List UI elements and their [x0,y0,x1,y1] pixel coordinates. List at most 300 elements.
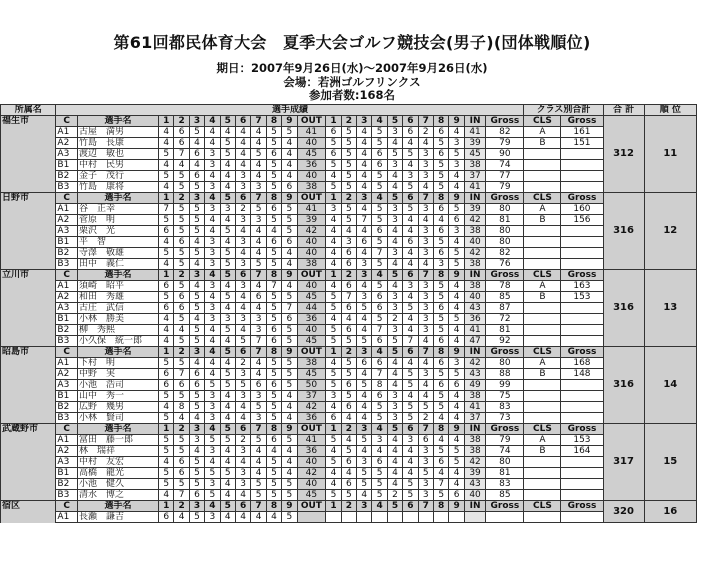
hole-score: 2 [387,490,402,501]
hole-score: 3 [418,248,433,259]
results-table [0,104,697,523]
hole-score: 5 [326,325,341,336]
hole-score: 3 [205,259,220,270]
hole-header: 4 [205,193,220,204]
cls-col-header: CLS [524,424,561,435]
hole-score: 4 [251,127,266,138]
hole-score: 5 [326,435,341,446]
hole-score: 4 [159,314,174,325]
hole-score: 3 [189,435,204,446]
gross-score: 92 [486,336,524,347]
hole-score: 5 [174,391,189,402]
hole-score: 4 [449,182,464,193]
hole-score: 4 [282,281,297,292]
hole-header: 8 [266,424,281,435]
hole-score: 5 [174,259,189,270]
hole-score: 6 [174,127,189,138]
player-row [1,314,697,325]
hole-header: 2 [341,501,356,512]
hole-score: 5 [433,402,448,413]
hole-score: 5 [159,149,174,160]
hole-score: 4 [326,468,341,479]
hole-score: 6 [341,457,356,468]
hole-header: 1 [159,501,174,512]
hole-score: 3 [418,325,433,336]
hole-score: 5 [266,182,281,193]
out-total: 41 [297,127,326,138]
hole-header: 5 [220,193,235,204]
player-class: A2 [56,369,78,380]
player-name: 柳 秀熙 [77,325,158,336]
hole-score: 6 [174,237,189,248]
hole-header: 7 [251,193,266,204]
class-empty [561,171,603,182]
hole-score: 5 [357,479,372,490]
player-row [1,303,697,314]
player-class: B2 [56,248,78,259]
class-empty [524,226,561,237]
hole-score: 5 [341,215,356,226]
hole-score: 4 [189,259,204,270]
player-row [1,446,697,457]
hole-score: 4 [326,402,341,413]
hole-score: 4 [159,402,174,413]
hole-score: 4 [418,215,433,226]
hole-score: 5 [266,457,281,468]
hole-score [341,512,356,523]
hole-score: 3 [251,215,266,226]
out-total: 38 [297,358,326,369]
rank-header: 順 位 [644,105,696,116]
out-total [297,512,326,523]
hole-score: 5 [433,138,448,149]
hole-score: 6 [282,182,297,193]
hole-score: 3 [418,292,433,303]
hole-score: 3 [235,259,250,270]
hole-score: 4 [251,248,266,259]
hole-score: 4 [403,215,418,226]
hole-score: 4 [189,358,204,369]
hole-score: 6 [189,490,204,501]
team-total: 316 [603,347,644,424]
hole-score: 4 [205,336,220,347]
hole-score: 6 [174,380,189,391]
class-gross: 164 [561,446,603,457]
team-subheader-row [1,193,697,204]
hole-header: 1 [326,347,341,358]
hole-score: 4 [387,182,402,193]
hole-score: 7 [372,369,387,380]
hole-score: 4 [418,336,433,347]
hole-score: 6 [174,457,189,468]
hole-score: 4 [251,303,266,314]
hole-score: 5 [159,413,174,424]
out-total: 40 [297,171,326,182]
class-empty [524,402,561,413]
out-total: 38 [297,259,326,270]
hole-score: 5 [326,336,341,347]
hole-score: 4 [220,160,235,171]
hole-score: 4 [266,446,281,457]
in-total [464,512,486,523]
in-total: 40 [464,237,486,248]
hole-score: 5 [174,314,189,325]
team-subheader-row [1,270,697,281]
hole-score: 4 [235,248,250,259]
hole-score: 5 [266,248,281,259]
hole-score [433,512,448,523]
hole-header: 5 [220,270,235,281]
hole-header: 7 [418,501,433,512]
hole-score: 2 [418,127,433,138]
hole-score: 4 [266,226,281,237]
hole-score: 3 [418,314,433,325]
team-rank: 15 [644,424,696,501]
gross-col-header: Gross [486,270,524,281]
hole-score: 4 [220,490,235,501]
hole-score: 4 [357,402,372,413]
hole-score: 4 [433,215,448,226]
hole-score: 6 [433,358,448,369]
hole-score: 3 [251,182,266,193]
hole-header: 9 [449,270,464,281]
hole-header: 1 [159,193,174,204]
hole-score: 3 [449,358,464,369]
class-gross: 148 [561,369,603,380]
hole-score: 4 [357,446,372,457]
hole-score: 5 [189,292,204,303]
hole-score: 6 [357,358,372,369]
player-name: 小池 健久 [77,479,158,490]
hole-header: 1 [159,424,174,435]
hole-header: 2 [341,116,356,127]
hole-score: 5 [235,336,250,347]
player-class: A3 [56,380,78,391]
class-empty [561,457,603,468]
team-total: 320 [603,501,644,523]
hole-score: 5 [341,446,356,457]
class-empty [524,391,561,402]
cls-col-header: CLS [524,347,561,358]
in-total: 42 [464,215,486,226]
hole-score: 5 [372,314,387,325]
hole-score [418,512,433,523]
hole-score: 5 [266,358,281,369]
hole-score: 5 [433,171,448,182]
hole-score: 5 [174,171,189,182]
hole-header: 6 [235,193,250,204]
hole-score: 4 [220,127,235,138]
team-total: 317 [603,424,644,501]
out-total: 42 [297,402,326,413]
hole-score: 3 [387,325,402,336]
class-gross: 161 [561,127,603,138]
out-total: 40 [297,281,326,292]
hole-score: 4 [220,336,235,347]
in-total: 39 [464,138,486,149]
hole-score: 3 [387,248,402,259]
hole-header: 6 [403,501,418,512]
hole-score: 5 [341,358,356,369]
player-name: 中野 実 [77,369,158,380]
hole-score: 5 [403,380,418,391]
team-subheader-row [1,347,697,358]
team-subheader-row [1,116,697,127]
hole-score: 4 [326,215,341,226]
class-empty [561,149,603,160]
hole-score: 4 [449,171,464,182]
player-class: A1 [56,358,78,369]
class-empty [524,325,561,336]
out-total: 45 [297,292,326,303]
hole-score: 7 [174,490,189,501]
out-total: 36 [297,413,326,424]
hole-score: 5 [220,325,235,336]
cls-col-header: CLS [524,193,561,204]
hole-score: 3 [387,292,402,303]
hole-score: 3 [205,160,220,171]
class-gross: 151 [561,138,603,149]
player-class: A1 [56,435,78,446]
in-total: 38 [464,160,486,171]
hole-header: 1 [326,193,341,204]
hole-score: 5 [174,215,189,226]
hole-score: 4 [326,226,341,237]
player-row [1,336,697,347]
team-name: 日野市 [1,193,56,270]
hole-score: 3 [235,369,250,380]
hole-header: 8 [266,270,281,281]
hole-header: 3 [189,347,204,358]
hole-header: 2 [174,424,189,435]
class-empty [561,325,603,336]
gross-score: 82 [486,248,524,259]
hole-score: 4 [251,468,266,479]
in-total: 36 [464,314,486,325]
class-empty [524,457,561,468]
in-total: 41 [464,325,486,336]
hole-score: 5 [326,369,341,380]
cls-col-header: CLS [524,501,561,512]
hole-score: 4 [387,237,402,248]
hole-header: 2 [341,424,356,435]
out-col-header: OUT [297,424,326,435]
hole-score: 6 [266,435,281,446]
out-total: 41 [297,435,326,446]
hole-score: 6 [159,380,174,391]
player-col-header: 選手名 [77,193,158,204]
player-class: B3 [56,490,78,501]
hole-score: 4 [403,259,418,270]
hole-score: 4 [357,160,372,171]
hole-header: 3 [189,116,204,127]
player-class: A3 [56,457,78,468]
hole-score: 5 [174,204,189,215]
in-total: 42 [464,457,486,468]
hole-score: 3 [357,292,372,303]
hole-header: 9 [449,116,464,127]
hole-score: 7 [174,369,189,380]
in-total: 43 [464,303,486,314]
hole-score: 7 [341,292,356,303]
hole-score: 5 [433,281,448,292]
hole-score: 5 [205,490,220,501]
player-class: B3 [56,259,78,270]
hole-header: 3 [189,270,204,281]
hole-score: 3 [235,182,250,193]
hole-score: 4 [403,160,418,171]
hole-score: 4 [282,402,297,413]
hole-score: 3 [251,413,266,424]
hole-score: 5 [372,237,387,248]
hole-header: 3 [357,424,372,435]
gross-score: 73 [486,413,524,424]
hole-score: 5 [266,413,281,424]
hole-score: 5 [449,149,464,160]
hole-score: 3 [326,391,341,402]
c-col-header: C [56,501,78,512]
out-col-header: OUT [297,347,326,358]
team-rank: 12 [644,193,696,270]
hole-score: 5 [220,380,235,391]
participants-line: 参加者数:168名 [308,88,396,102]
player-class: B1 [56,468,78,479]
hole-score: 5 [433,369,448,380]
hole-score: 3 [418,204,433,215]
hole-score: 3 [235,314,250,325]
hole-score: 4 [387,479,402,490]
gross-score: 74 [486,160,524,171]
class-empty [561,336,603,347]
player-row [1,182,697,193]
class-header: クラス別合計 [524,105,603,116]
hole-score: 5 [403,490,418,501]
gross-col-header: Gross [486,116,524,127]
hole-score: 3 [418,457,433,468]
hole-score: 4 [235,402,250,413]
hole-score: 5 [251,479,266,490]
hole-header: 2 [174,347,189,358]
hole-score: 5 [326,182,341,193]
hole-score: 3 [418,479,433,490]
hole-header: 5 [220,116,235,127]
class-name: A [524,435,561,446]
hole-score: 5 [357,336,372,347]
hole-score: 6 [449,380,464,391]
hole-score: 3 [433,259,448,270]
hole-score: 5 [326,138,341,149]
player-row [1,281,697,292]
hole-score [357,512,372,523]
hole-score: 3 [403,171,418,182]
hole-score: 5 [282,369,297,380]
hole-score: 5 [189,325,204,336]
player-class: A3 [56,149,78,160]
hole-score: 4 [282,160,297,171]
player-col-header: 選手名 [77,116,158,127]
in-total: 49 [464,380,486,391]
hole-score: 5 [372,490,387,501]
hole-score: 4 [282,413,297,424]
out-total: 40 [297,325,326,336]
out-total: 40 [297,479,326,490]
player-row [1,490,697,501]
hole-score: 4 [174,325,189,336]
hole-score: 3 [341,237,356,248]
hole-score: 4 [341,226,356,237]
hole-header: 9 [449,424,464,435]
hole-score: 4 [220,413,235,424]
hole-score: 5 [220,248,235,259]
gross-score: 80 [486,226,524,237]
hole-score: 5 [449,314,464,325]
hole-score: 3 [205,391,220,402]
player-class: A1 [56,127,78,138]
hole-score: 4 [357,138,372,149]
hole-score: 6 [418,435,433,446]
class-gross: 163 [561,281,603,292]
hole-score: 3 [418,226,433,237]
class-empty [524,149,561,160]
hole-score: 3 [235,237,250,248]
hole-score: 6 [449,215,464,226]
player-class: A2 [56,292,78,303]
hole-score: 4 [449,281,464,292]
hole-header: 7 [418,347,433,358]
hole-score: 5 [282,490,297,501]
player-class: B1 [56,314,78,325]
hole-header: 9 [282,116,297,127]
hole-header: 7 [418,424,433,435]
hole-header: 7 [251,347,266,358]
hole-score: 3 [418,160,433,171]
hole-score: 4 [251,237,266,248]
hole-score: 6 [251,292,266,303]
team-name: 宿区 [1,501,56,523]
hole-score: 3 [418,446,433,457]
hole-header: 9 [449,193,464,204]
hole-score: 5 [205,435,220,446]
player-row [1,237,697,248]
hole-header: 1 [159,347,174,358]
player-row [1,259,697,270]
hole-score: 5 [189,512,204,523]
player-class: A2 [56,138,78,149]
hole-score: 4 [159,490,174,501]
class-empty [524,479,561,490]
hole-score: 5 [174,226,189,237]
hole-score: 3 [357,457,372,468]
hole-score: 5 [282,292,297,303]
hole-score [449,512,464,523]
hole-header: 3 [357,193,372,204]
hole-header: 6 [235,116,250,127]
hole-score: 4 [235,303,250,314]
gross-score: 79 [486,435,524,446]
hole-score: 2 [235,358,250,369]
hole-score: 5 [341,160,356,171]
hole-header: 3 [189,193,204,204]
hole-score: 5 [220,259,235,270]
c-col-header: C [56,270,78,281]
hole-score: 4 [326,171,341,182]
hole-score: 5 [357,435,372,446]
hole-score: 6 [189,380,204,391]
hole-score: 6 [282,237,297,248]
player-class: B1 [56,160,78,171]
hole-score: 5 [403,204,418,215]
hole-header: 5 [387,501,402,512]
